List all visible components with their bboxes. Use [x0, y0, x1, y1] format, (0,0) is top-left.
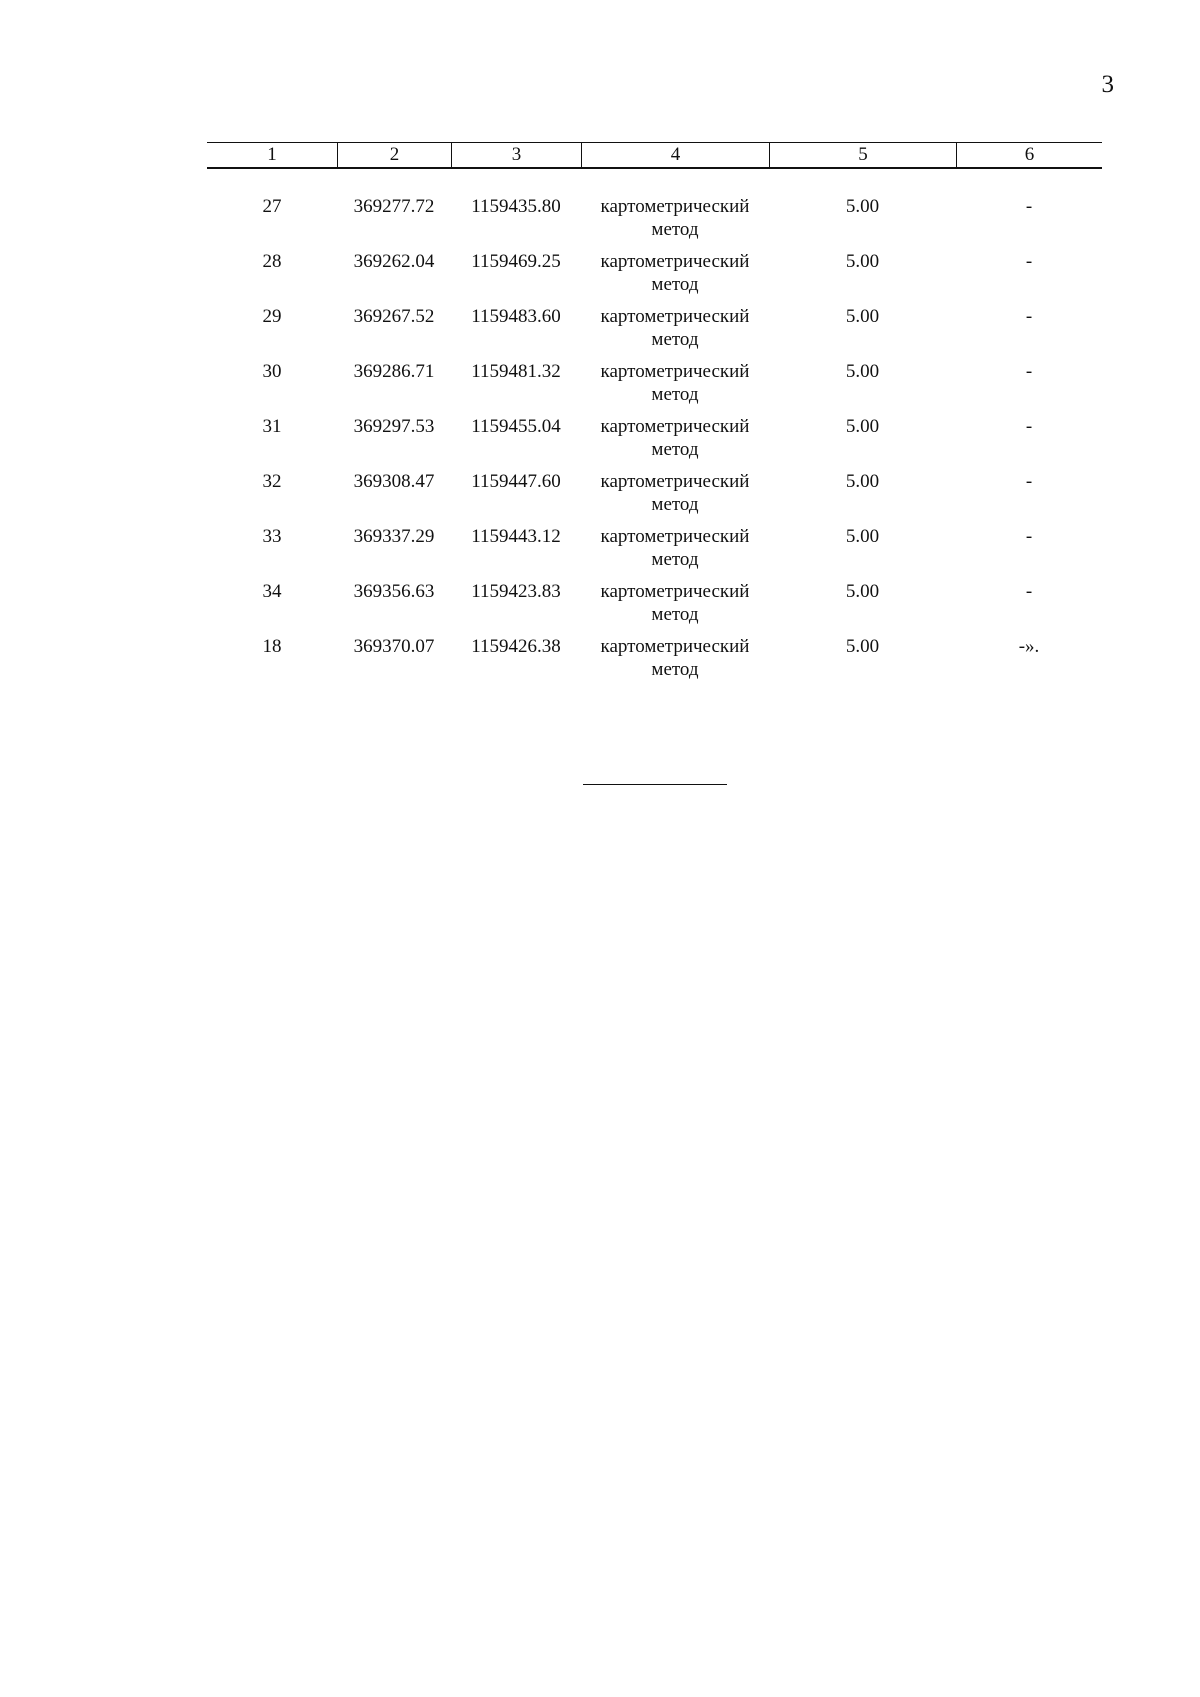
method-line-2: метод	[651, 604, 699, 625]
coord-x: 369277.72	[353, 196, 435, 217]
note: -	[1025, 581, 1033, 602]
coord-y: 1159483.60	[471, 306, 561, 327]
header-col-6: 6	[956, 143, 1102, 167]
table-row	[207, 195, 1102, 250]
point-number: 33	[262, 526, 282, 547]
note: -».	[1018, 636, 1040, 657]
page-number: 3	[1101, 71, 1114, 98]
coord-x: 369267.52	[353, 306, 435, 327]
accuracy: 5.00	[845, 306, 880, 327]
note: -	[1025, 526, 1033, 547]
method	[581, 195, 769, 250]
coord-y: 1159481.32	[471, 361, 561, 382]
note: -	[1025, 306, 1033, 327]
method-line-1: картометрический	[600, 471, 750, 492]
method-line-1: картометрический	[600, 636, 750, 657]
table-body	[207, 195, 1102, 690]
table-row	[207, 470, 1102, 525]
accuracy: 5.00	[845, 526, 880, 547]
method	[581, 360, 769, 415]
method	[581, 635, 769, 690]
method-line-1: картометрический	[600, 196, 750, 217]
coord-x: 369370.07	[353, 636, 435, 657]
header-col-4: 4	[581, 143, 769, 167]
point-number: 28	[262, 251, 282, 272]
table-row	[207, 415, 1102, 470]
coord-y: 1159435.80	[471, 196, 561, 217]
coord-y: 1159447.60	[471, 471, 561, 492]
method	[581, 580, 769, 635]
method-line-1: картометрический	[600, 526, 750, 547]
table-header	[207, 142, 1102, 169]
point-number: 30	[262, 361, 282, 382]
method	[581, 250, 769, 305]
coord-x: 369337.29	[353, 526, 435, 547]
method	[581, 305, 769, 360]
accuracy: 5.00	[845, 581, 880, 602]
method-line-2: метод	[651, 384, 699, 405]
point-number: 31	[262, 416, 282, 437]
accuracy: 5.00	[845, 196, 880, 217]
point-number: 32	[262, 471, 282, 492]
coord-y: 1159469.25	[471, 251, 561, 272]
header-col-1: 1	[267, 144, 277, 165]
point-number: 29	[262, 306, 282, 327]
method	[581, 525, 769, 580]
method-line-1: картометрический	[600, 306, 750, 327]
table-row	[207, 305, 1102, 360]
accuracy: 5.00	[845, 471, 880, 492]
method-line-2: метод	[651, 329, 699, 350]
coord-x: 369286.71	[353, 361, 435, 382]
accuracy: 5.00	[845, 416, 880, 437]
coord-x: 369308.47	[353, 471, 435, 492]
note: -	[1025, 471, 1033, 492]
coord-y: 1159423.83	[471, 581, 561, 602]
coord-x: 369297.53	[353, 416, 435, 437]
point-number: 34	[262, 581, 282, 602]
coord-y: 1159455.04	[471, 416, 561, 437]
method-line-1: картометрический	[600, 251, 750, 272]
method	[581, 415, 769, 470]
table-row	[207, 360, 1102, 415]
coordinates-table	[207, 142, 1102, 690]
header-col-3: 3	[451, 143, 581, 167]
header-col-2: 2	[337, 143, 451, 167]
end-separator-line	[583, 784, 727, 785]
method-line-2: метод	[651, 549, 699, 570]
table-row	[207, 525, 1102, 580]
table-row	[207, 635, 1102, 690]
method-line-2: метод	[651, 439, 699, 460]
coord-y: 1159426.38	[471, 636, 561, 657]
note: -	[1025, 251, 1033, 272]
note: -	[1025, 416, 1033, 437]
method-line-2: метод	[651, 219, 699, 240]
method-line-1: картометрический	[600, 581, 750, 602]
coord-x: 369356.63	[353, 581, 435, 602]
coord-y: 1159443.12	[471, 526, 561, 547]
header-col-5: 5	[769, 143, 956, 167]
method	[581, 470, 769, 525]
accuracy: 5.00	[845, 251, 880, 272]
method-line-1: картометрический	[600, 361, 750, 382]
accuracy: 5.00	[845, 636, 880, 657]
table-row	[207, 580, 1102, 635]
method-line-1: картометрический	[600, 416, 750, 437]
method-line-2: метод	[651, 274, 699, 295]
method-line-2: метод	[651, 494, 699, 515]
accuracy: 5.00	[845, 361, 880, 382]
point-number: 18	[262, 636, 282, 657]
method-line-2: метод	[651, 659, 699, 680]
note: -	[1025, 196, 1033, 217]
table-row	[207, 250, 1102, 305]
coord-x: 369262.04	[353, 251, 435, 272]
point-number: 27	[262, 196, 282, 217]
note: -	[1025, 361, 1033, 382]
